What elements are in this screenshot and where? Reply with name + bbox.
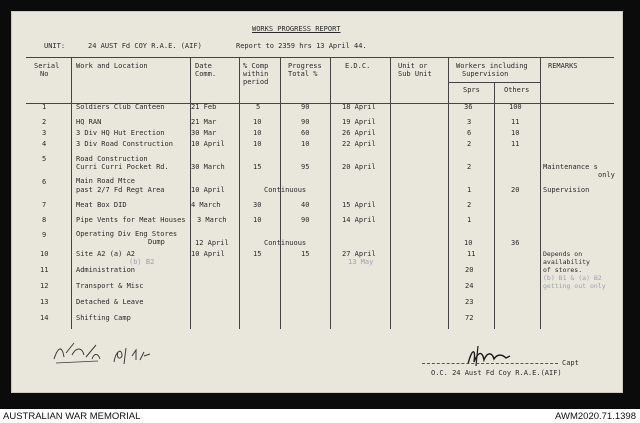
row-9-work: Operating Div Eng Stores <box>76 230 178 238</box>
row-8-edc: 14 April <box>342 216 376 224</box>
row-5-remarks: Maintenance s <box>543 163 598 171</box>
row-11-work: Administration <box>76 266 136 274</box>
row-6-remarks: Supervision <box>543 186 590 194</box>
handwritten-initials <box>110 342 152 366</box>
row-8-date: 3 March <box>197 216 227 224</box>
row-6-sprs: 1 <box>467 186 472 194</box>
row-8-work: Pipe Vents for Meat Houses <box>76 216 186 224</box>
row-6-date: 10 April <box>191 186 225 194</box>
header-work: Work and Location <box>76 62 148 70</box>
unit-label: UNIT: <box>44 42 66 50</box>
row-12-work: Transport & Misc <box>76 282 144 290</box>
row-13-sprs: 23 <box>465 298 474 306</box>
unit-value: 24 AUST Fd COY R.A.E. (AIF) <box>88 42 202 50</box>
row-6-work-2: past 2/7 Fd Regt Area <box>76 186 165 194</box>
row-7-sprs: 2 <box>467 201 472 209</box>
row-4-progress: 10 <box>301 140 310 148</box>
row-9-date: 12 April <box>195 239 229 247</box>
row-7-work: Meat Box DID <box>76 201 127 209</box>
row-7-edc: 15 April <box>342 201 376 209</box>
archive-name: AUSTRALIAN WAR MEMORIAL <box>3 411 141 422</box>
row-6-no: 6 <box>42 178 47 186</box>
header-progress: Progress <box>288 62 322 70</box>
row-6-work: Main Road Mtce <box>76 177 136 185</box>
signature-line <box>422 363 558 364</box>
header-comp-2: within <box>243 70 269 78</box>
row-10-edc-amendment: 13 May <box>348 258 374 266</box>
header-unit-2: Sub Unit <box>398 70 432 78</box>
row-4-comp: 10 <box>253 140 262 148</box>
row-8-comp: 10 <box>253 216 262 224</box>
row-3-comp: 10 <box>253 129 262 137</box>
row-4-work: 3 Div Road Construction <box>76 140 173 148</box>
row-5-no: 5 <box>42 155 47 163</box>
header-remarks: REMARKS <box>548 62 578 70</box>
row-4-date: 10 April <box>191 140 225 148</box>
row-2-work: HQ RAN <box>76 118 102 126</box>
row-5-date: 30 March <box>191 163 225 171</box>
row-2-edc: 19 April <box>342 118 376 126</box>
row-9-work-2: Dump <box>148 238 165 246</box>
row-3-no: 3 <box>42 129 47 137</box>
row-2-sprs: 3 <box>467 118 472 126</box>
row-3-work: 3 Div HQ Hut Erection <box>76 129 165 137</box>
row-2-no: 2 <box>42 118 47 126</box>
signature-officer-line: O.C. 24 Aust Fd Coy R.A.E.(AIF) <box>431 369 562 377</box>
row-10-work-amendment: (b) B2 <box>129 258 155 266</box>
row-5-work-2: Curri Curri Pocket Rd. <box>76 163 169 171</box>
handwritten-registry-stamp <box>52 337 102 367</box>
row-10-progress: 15 <box>301 250 310 258</box>
row-7-comp: 30 <box>253 201 262 209</box>
row-9-others: 36 <box>511 239 520 247</box>
header-comp: % Comp <box>243 62 269 70</box>
row-2-others: 11 <box>511 118 520 126</box>
signature-scrawl <box>464 344 514 370</box>
row-9-continuous: Continuous <box>264 239 307 247</box>
report-title: WORKS PROGRESS REPORT <box>252 25 341 33</box>
header-others: Others <box>504 86 530 94</box>
header-progress-2: Total % <box>288 70 318 78</box>
header-comp-3: period <box>243 78 269 86</box>
header-unit: Unit or <box>398 62 428 70</box>
row-14-no: 14 <box>40 314 49 322</box>
header-date: Date <box>195 62 212 70</box>
row-1-date: 21 Feb <box>191 103 217 111</box>
row-4-others: 11 <box>511 140 520 148</box>
row-3-progress: 60 <box>301 129 310 137</box>
row-9-sprs: 10 <box>464 239 473 247</box>
report-to: Report to 2359 hrs 13 April 44. <box>236 42 367 50</box>
row-5-work: Road Construction <box>76 155 148 163</box>
row-8-no: 8 <box>42 216 47 224</box>
row-6-others: 20 <box>511 186 520 194</box>
row-14-sprs: 72 <box>465 314 474 322</box>
report-sheet <box>11 11 623 393</box>
header-serial: Serial <box>34 62 60 70</box>
header-workers: Workers including <box>456 62 528 70</box>
header-workers-2: Supervision <box>462 70 509 78</box>
row-10-work: Site A2 (a) A2 <box>76 250 136 258</box>
row-3-date: 30 Mar <box>191 129 217 137</box>
row-5-remarks-2: only <box>598 171 615 179</box>
table-top-rule <box>26 57 614 58</box>
row-12-sprs: 24 <box>465 282 474 290</box>
row-10-remarks-2: availability <box>543 258 590 266</box>
row-7-date: 4 March <box>191 201 221 209</box>
row-2-progress: 90 <box>301 118 310 126</box>
row-1-progress: 90 <box>301 103 310 111</box>
row-3-edc: 26 April <box>342 129 376 137</box>
row-4-sprs: 2 <box>467 140 472 148</box>
row-5-progress: 95 <box>301 163 310 171</box>
row-1-edc: 18 April <box>342 103 376 111</box>
row-1-work: Soldiers Club Canteen <box>76 103 165 111</box>
row-11-no: 11 <box>40 266 49 274</box>
row-9-no: 9 <box>42 231 47 239</box>
signature-rank: Capt <box>562 359 579 367</box>
header-sprs: Sprs <box>463 86 480 94</box>
row-10-comp: 15 <box>253 250 262 258</box>
row-1-no: 1 <box>42 103 47 111</box>
archive-footer <box>0 409 640 423</box>
row-10-edc: 27 April <box>342 250 376 258</box>
row-10-remarks-amendment-2: getting out only <box>543 282 606 290</box>
archive-reference: AWM2020.71.1398 <box>555 411 636 422</box>
row-12-no: 12 <box>40 282 49 290</box>
row-5-comp: 15 <box>253 163 262 171</box>
row-1-comp: 5 <box>256 103 261 111</box>
row-3-sprs: 6 <box>467 129 472 137</box>
row-5-sprs: 2 <box>467 163 472 171</box>
row-1-sprs: 36 <box>464 103 473 111</box>
row-10-sprs: 11 <box>467 250 476 258</box>
row-13-no: 13 <box>40 298 49 306</box>
row-13-work: Detached & Leave <box>76 298 144 306</box>
row-7-no: 7 <box>42 201 47 209</box>
row-5-edc: 20 April <box>342 163 376 171</box>
row-10-date: 10 April <box>191 250 225 258</box>
row-2-comp: 10 <box>253 118 262 126</box>
row-4-edc: 22 April <box>342 140 376 148</box>
row-10-remarks-3: of stores. <box>543 266 583 274</box>
row-8-sprs: 1 <box>467 216 472 224</box>
row-6-continuous: Continuous <box>264 186 307 194</box>
row-10-remarks: Depends on <box>543 250 583 258</box>
row-2-date: 21 Mar <box>191 118 217 126</box>
row-10-no: 10 <box>40 250 49 258</box>
header-serial-2: No <box>40 70 49 78</box>
header-edc: E.D.C. <box>345 62 371 70</box>
header-date-2: Comm. <box>195 70 217 78</box>
row-14-work: Shifting Camp <box>76 314 131 322</box>
row-10-remarks-amendment: (b) B1 & (a) B2 <box>543 274 602 282</box>
row-7-progress: 40 <box>301 201 310 209</box>
row-11-sprs: 20 <box>465 266 474 274</box>
row-3-others: 10 <box>511 129 520 137</box>
row-8-progress: 90 <box>301 216 310 224</box>
row-1-others: 100 <box>509 103 522 111</box>
row-4-no: 4 <box>42 140 47 148</box>
